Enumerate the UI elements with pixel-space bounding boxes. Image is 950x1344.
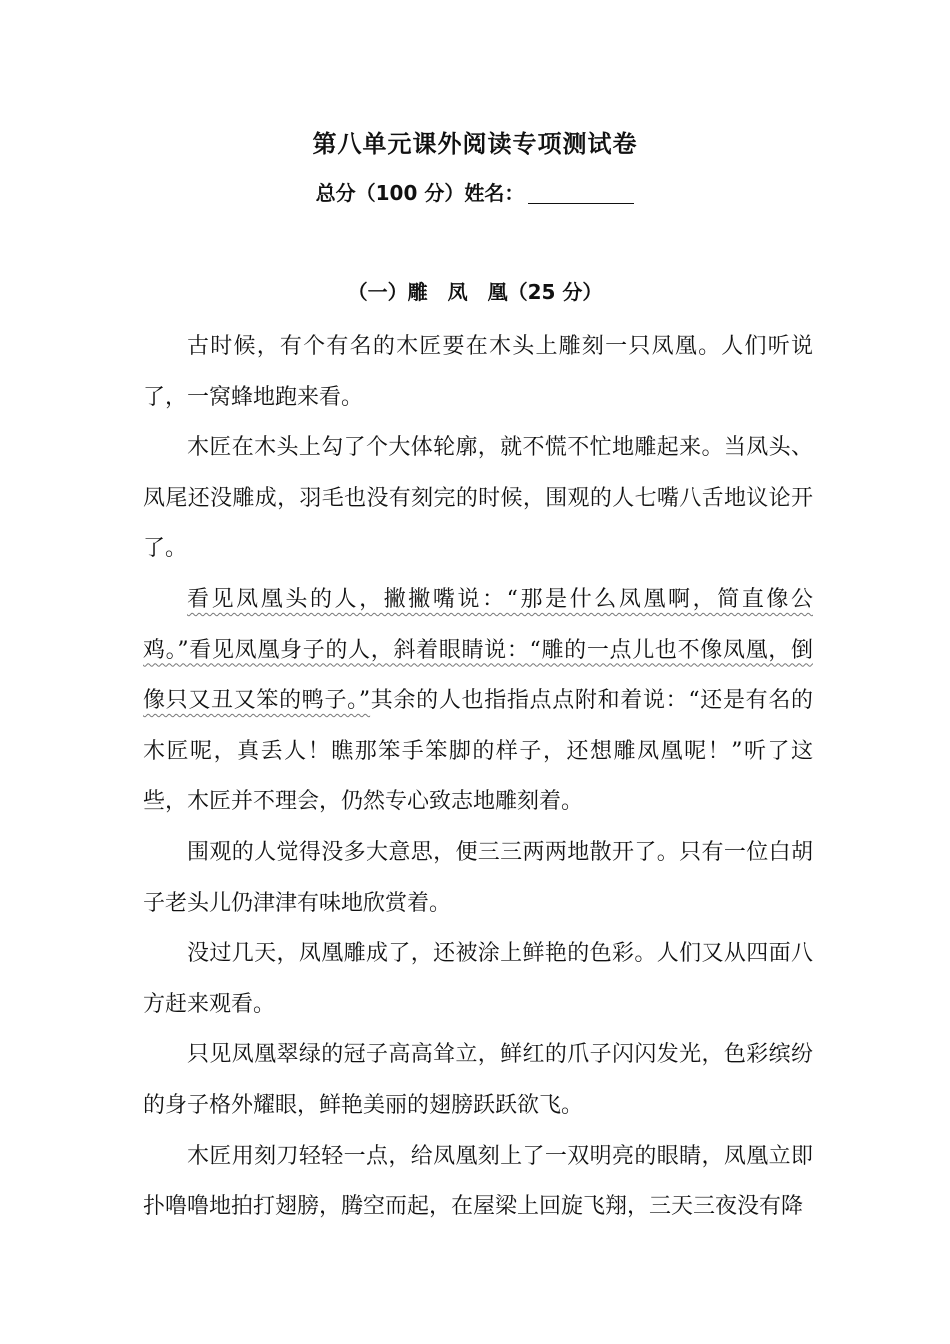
paragraph-6: 只见凤凰翠绿的冠子高高耸立，鲜红的爪子闪闪发光，色彩缤纷的身子格外耀眼，鲜艳美丽的翅膀跃跃欲飞。: [143, 1042, 813, 1118]
page-title: 第八单元课外阅读专项测试卷: [312, 130, 638, 158]
paragraph-3: [143, 575, 813, 828]
score-name-line: [0, 177, 950, 206]
underlined-sentence: 看见凤凰头的人，撇撇嘴说：“那是什么凤凰啊，简直像公鸡。”看见凤凰身子的人，斜着眼睛说：“雕的一点儿也不像凤凰，倒像只又丑又笨的鸭子。”: [143, 586, 813, 714]
name-blank[interactable]: [528, 183, 634, 204]
paragraph-7: 木匠用刻刀轻轻一点，给凤凰刻上了一双明亮的眼睛，凤凰立即扑噜噜地拍打翅膀，腾空而起，在屋梁上回旋飞翔，三天三夜没有降: [143, 1143, 813, 1220]
paragraph-4: 围观的人觉得没多大意思，便三三两两地散开了。只有一位白胡子老头儿仍津津有味地欣赏着。: [143, 839, 813, 916]
paragraph-1: 古时候，有个有名的木匠要在木头上雕刻一只凤凰。人们听说了，一窝蜂地跑来看。: [143, 334, 813, 410]
paragraph-3-rest: 其余的人也指指点点附和着说：“还是有名的木匠呢，真丢人！瞧那笨手笨脚的样子，还想雕凤凰呢！”听了这些，木匠并不理会，仍然专心致志地雕刻着。: [143, 688, 814, 815]
section-title: （一）雕 凤 凰（25 分）: [347, 280, 603, 304]
score-label: 总分（100 分）姓名：: [315, 181, 525, 205]
paragraph-5: 没过几天，凤凰雕成了，还被涂上鲜艳的色彩。人们又从四面八方赶来观看。: [143, 941, 813, 1017]
paragraph-2: 木匠在木头上勾了个大体轮廓，就不慌不忙地雕起来。当凤头、凤尾还没雕成，羽毛也没有刻完的时候，围观的人七嘴八舌地议论开了。: [143, 435, 813, 562]
passage: [143, 322, 813, 1233]
